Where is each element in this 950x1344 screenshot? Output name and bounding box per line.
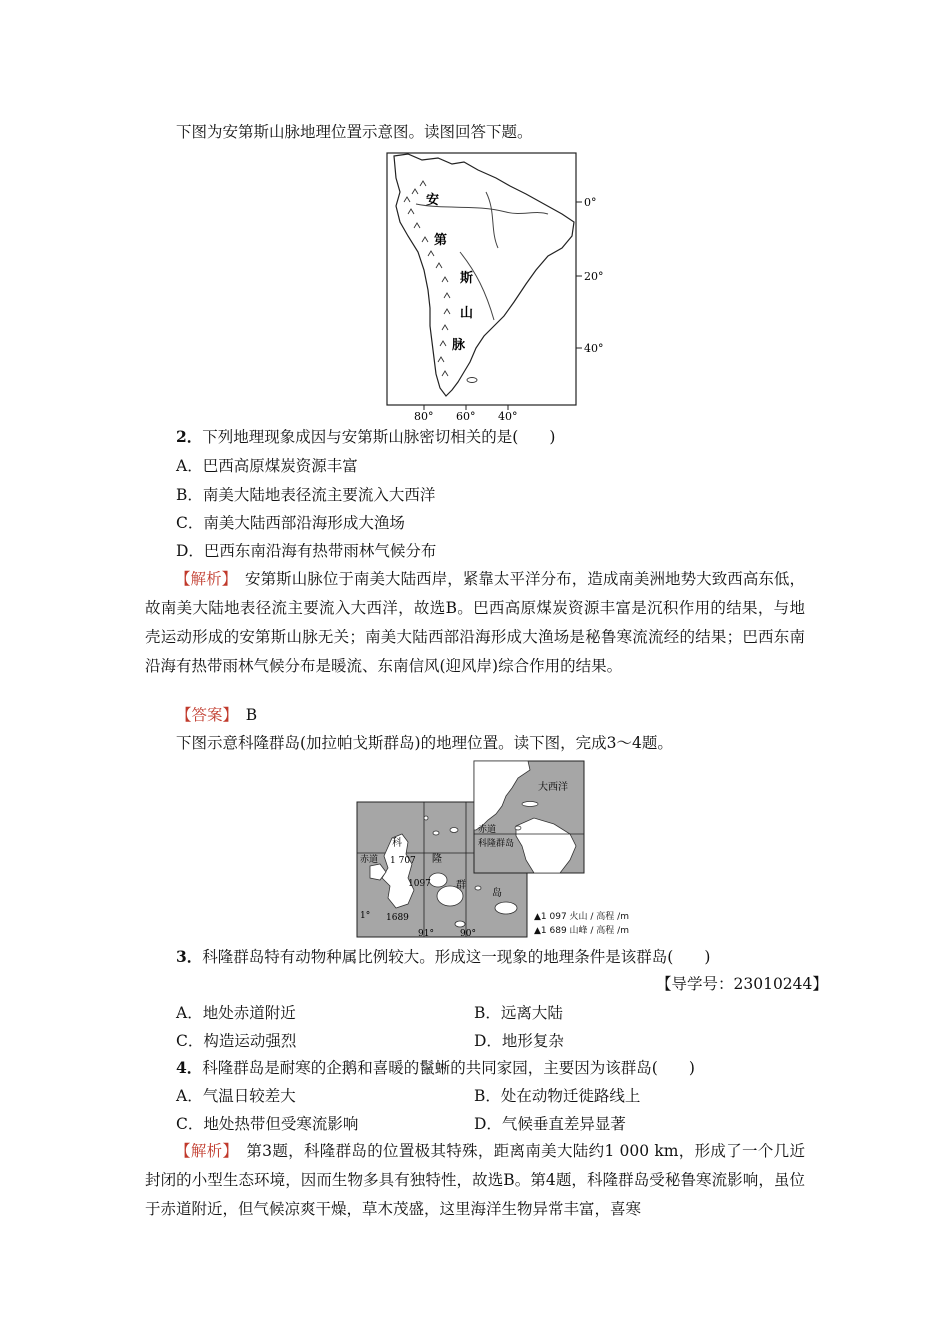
andes-map-figure bbox=[386, 152, 616, 424]
volcano-elevation: 1097 bbox=[408, 879, 431, 889]
analysis-tag: 【解析】 bbox=[175, 1142, 231, 1160]
map-legend bbox=[534, 910, 629, 938]
option-b: B．南美大陆地表径流主要流入大西洋 bbox=[176, 486, 436, 504]
analysis-1 bbox=[145, 565, 805, 681]
main-map-char: 群 bbox=[456, 880, 466, 891]
option-d: D．地形复杂 bbox=[474, 1032, 564, 1050]
reference-number: 【导学号：23010244】 bbox=[656, 975, 828, 993]
intro-text-2: 下图示意科隆群岛(加拉帕戈斯群岛)的地理位置。读下图，完成3～4题。 bbox=[176, 734, 673, 752]
question-number: 2． bbox=[176, 427, 203, 446]
analysis-text: 安第斯山脉位于南美大陆西岸，紧靠太平洋分布，造成南美洲地势大致西高东低，故南美大陆地表径流主要流入大西洋，故选B。巴西高原煤炭资源丰富是沉积作用的结果，与地壳运动形成的安第斯山脉无关；南美大陆西部沿海形成大渔场是秘鲁寒流流经的结果；巴西东南沿海有热带雨林气候分布是暖流、东南信风(迎风岸)综合作用的结果。 bbox=[145, 570, 805, 675]
peak-icon: ▲ bbox=[534, 926, 541, 936]
answer-tag: 【答案】 bbox=[176, 706, 231, 724]
main-map-char: 岛 bbox=[492, 888, 502, 899]
main-map-char: 科 bbox=[392, 838, 402, 849]
lon-label: 40° bbox=[498, 410, 518, 423]
option-b: B．处在动物迁徙路线上 bbox=[474, 1087, 641, 1105]
option-d: D．巴西东南沿海有热带雨林气候分布 bbox=[176, 542, 437, 560]
andes-char: 第 bbox=[434, 233, 448, 248]
question-text: 科隆群岛特有动物种属比例较大。形成这一现象的地理条件是该群岛( ) bbox=[202, 948, 711, 966]
analysis-text: 第3题，科隆群岛的位置极其特殊，距离南美大陆约1 000 km，形成了一个几近封闭的小型生态环境，因而生物多具有独特性，故选B。第4题，科隆群岛受秘鲁寒流影响，虽位于赤道附近，但气候凉爽干燥，草木茂盛，这里海洋生物异常丰富，喜寒 bbox=[145, 1142, 805, 1218]
andes-map bbox=[386, 152, 616, 424]
option-c: C．构造运动强烈 bbox=[176, 1032, 297, 1050]
andes-char: 山 bbox=[460, 306, 474, 321]
answer-value: B bbox=[230, 706, 258, 724]
volcano-elevation: 1 707 bbox=[390, 856, 416, 866]
islet bbox=[455, 921, 465, 927]
question-number: 3． bbox=[176, 947, 203, 966]
analysis-tag: 【解析】 bbox=[175, 570, 230, 588]
option-a: A．巴西高原煤炭资源丰富 bbox=[176, 457, 358, 475]
andes-char: 斯 bbox=[460, 271, 474, 286]
lon-label: 90° bbox=[460, 929, 476, 939]
option-a: A．地处赤道附近 bbox=[176, 1004, 296, 1022]
inset-ocean-label: 大西洋 bbox=[538, 782, 568, 793]
legend-peak: ▲1 689 山峰 / 高程 /m bbox=[534, 926, 629, 936]
volcano-icon: ▲ bbox=[534, 912, 541, 922]
galapagos-marker bbox=[515, 826, 521, 830]
lat-label: 40° bbox=[584, 342, 604, 355]
legend-volcano: ▲1 097 火山 / 高程 /m bbox=[534, 912, 629, 922]
caribbean-island bbox=[522, 802, 538, 807]
lat-label: 20° bbox=[584, 270, 604, 283]
main-map-char: 隆 bbox=[432, 854, 442, 865]
option-b: B．远离大陆 bbox=[474, 1004, 563, 1022]
andes-char: 脉 bbox=[452, 338, 466, 353]
analysis-2 bbox=[145, 1137, 805, 1224]
santiago-island bbox=[429, 873, 447, 887]
islet bbox=[424, 816, 428, 820]
andes-char: 安 bbox=[426, 193, 440, 208]
islet bbox=[450, 828, 458, 833]
inset-equator-label: 赤道 bbox=[478, 825, 497, 835]
lat-label: 1° bbox=[360, 911, 371, 921]
san-cristobal-island bbox=[495, 902, 517, 914]
question-text: 科隆群岛是耐寒的企鹅和喜暖的鬣蜥的共同家园，主要因为该群岛( ) bbox=[202, 1059, 695, 1077]
intro-text-1: 下图为安第斯山脉地理位置示意图。读图回答下题。 bbox=[176, 123, 533, 141]
option-a: A．气温日较差大 bbox=[176, 1087, 296, 1105]
answer-1 bbox=[176, 705, 257, 725]
option-c: C．地处热带但受寒流影响 bbox=[176, 1115, 359, 1133]
galapagos-map-figure bbox=[356, 760, 629, 942]
question-2 bbox=[176, 427, 555, 447]
islet bbox=[433, 831, 439, 835]
question-text: 下列地理现象成因与安第斯山脉密切相关的是( ) bbox=[202, 428, 556, 446]
question-3 bbox=[176, 947, 710, 967]
islet bbox=[475, 886, 481, 890]
map-frame bbox=[387, 153, 576, 405]
lon-label: 80° bbox=[414, 410, 434, 423]
option-c: C．南美大陆西部沿海形成大渔场 bbox=[176, 514, 405, 532]
peak-elevation: 1689 bbox=[386, 913, 409, 923]
option-d: D．气候垂直差异显著 bbox=[474, 1115, 626, 1133]
question-4 bbox=[176, 1058, 695, 1078]
inset-islands-label: 科隆群岛 bbox=[478, 839, 515, 849]
lon-label: 91° bbox=[418, 929, 434, 939]
equator-label: 赤道 bbox=[360, 855, 379, 865]
lon-label: 60° bbox=[456, 410, 476, 423]
question-number: 4． bbox=[176, 1058, 203, 1077]
lat-label: 0° bbox=[584, 196, 597, 209]
